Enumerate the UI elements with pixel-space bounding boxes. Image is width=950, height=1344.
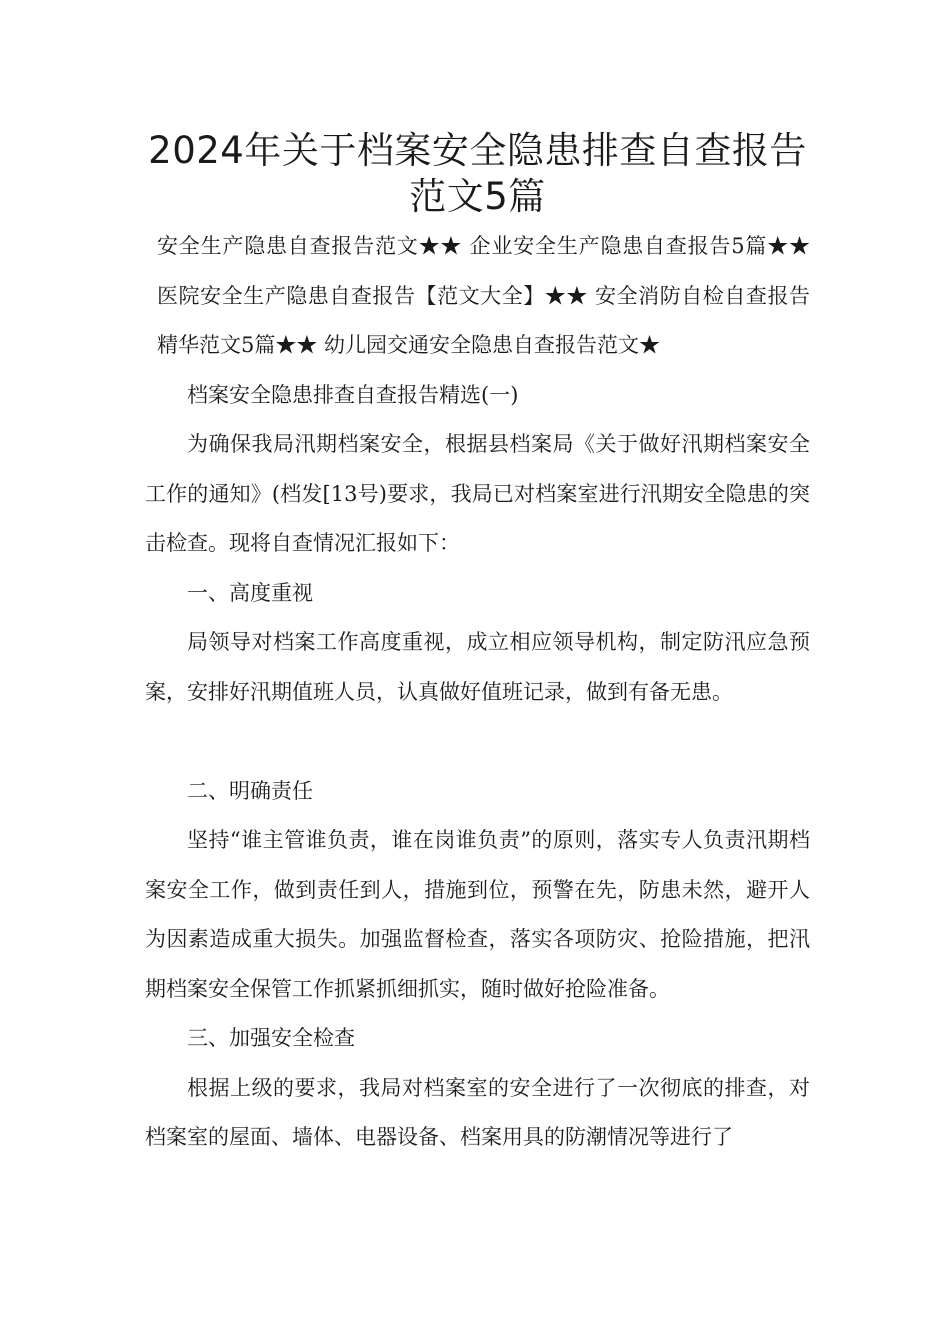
heading-3: 三、加强安全检查	[187, 1026, 355, 1050]
document-body	[145, 222, 810, 1163]
blank-line	[145, 717, 810, 767]
paragraph-3: 根据上级的要求，我局对档案室的安全进行了一次彻底的排查，对档案室的屋面、墙体、电器设备、档案用具的防潮情况等进行了	[145, 1075, 810, 1149]
intro-paragraph: 为确保我局汛期档案安全，根据县档案局《关于做好汛期档案安全工作的通知》(档发[13号)要求，我局已对档案室进行汛期安全隐患的突击检查。现将自查情况汇报如下：	[145, 432, 810, 555]
title-line-2: 范文5篇	[409, 175, 546, 218]
document-title	[145, 128, 810, 220]
paragraph-2: 坚持“谁主管谁负责，谁在岗谁负责”的原则，落实专人负责汛期档案安全工作，做到责任到人，措施到位，预警在先，防患未然，避开人为因素造成重大损失。加强监督检查，落实各项防灾、抢险措施，把汛期档案安全保管工作抓紧抓细抓实，随时做好抢险准备。	[145, 828, 810, 1001]
heading-1: 一、高度重视	[187, 580, 313, 605]
section-heading: 档案安全隐患排查自查报告精选(一)	[187, 382, 519, 407]
related-articles: 安全生产隐患自查报告范文★★ 企业安全生产隐患自查报告5篇★★ 医院安全生产隐患自查报告【范文大全】★★ 安全消防自检自查报告精华范文5篇★★ 幼儿园交通安全隐患自查报告范文★	[157, 234, 810, 357]
paragraph-1: 局领导对档案工作高度重视，成立相应领导机构，制定防汛应急预案，安排好汛期值班人员，认真做好值班记录，做到有备无患。	[145, 630, 810, 704]
heading-2: 二、明确责任	[187, 778, 313, 803]
title-line-1: 2024年关于档案安全隐患排查自查报告	[148, 129, 807, 172]
